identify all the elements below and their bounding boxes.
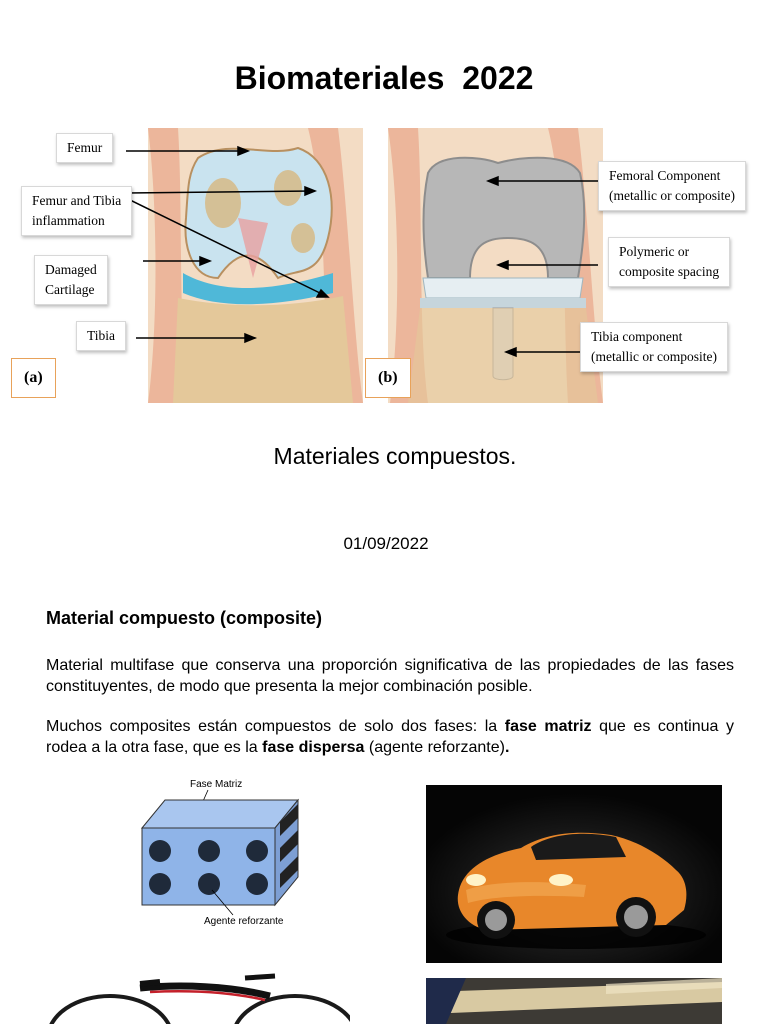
label-tibia-component: Tibia component (metallic or composite) xyxy=(580,322,728,372)
phases-text-1: Muchos composites están compuestos de solo dos fases: la xyxy=(46,718,505,735)
term-matrix-phase: fase matriz xyxy=(504,718,592,735)
label-femur-tibia-inflammation: Femur and Tibia inflammation xyxy=(21,186,132,236)
bicycle-photo xyxy=(40,968,350,1024)
label-tibia: Tibia xyxy=(76,321,126,351)
phases-text-2: que es continua y rodea a la otra fase, que es la xyxy=(46,718,734,756)
document-title: Biomateriales 2022 xyxy=(234,60,534,96)
bicycle-image xyxy=(40,968,350,1024)
label-damaged-cartilage: Damaged Cartilage xyxy=(34,255,108,305)
material-sheets-photo xyxy=(426,978,722,1024)
phases-text-3: (agente reforzante) xyxy=(364,739,505,756)
term-dispersed-phase: fase dispersa xyxy=(262,739,365,756)
composite-diagram xyxy=(130,772,330,932)
reinforcing-agent-label: Agente reforzante xyxy=(204,916,284,927)
knee-replacement-figure xyxy=(8,128,760,413)
label-femur: Femur xyxy=(56,133,113,163)
date: 01/09/2022 xyxy=(343,534,429,553)
material-sheets-image xyxy=(426,978,722,1024)
phases-paragraph xyxy=(46,716,734,758)
section-heading: Material compuesto (composite) xyxy=(46,608,323,628)
matrix-phase-label: Fase Matriz xyxy=(190,779,243,790)
sports-car-photo xyxy=(426,785,722,963)
label-polymeric-spacing: Polymeric or composite spacing xyxy=(608,237,730,287)
definition-paragraph: Material multifase que conserva una proporción significativa de las propiedades de las fases constituyentes, de modo que presenta la mejor combinación posible. xyxy=(46,657,734,695)
phases-period: . xyxy=(504,739,510,756)
subtitle: Materiales compuestos. xyxy=(273,443,517,469)
damaged-knee-illustration xyxy=(148,128,363,403)
label-femoral-component: Femoral Component (metallic or composite) xyxy=(598,161,746,211)
panel-b-tag: (b) xyxy=(365,358,411,398)
panel-a-tag: (a) xyxy=(11,358,56,398)
sports-car-image xyxy=(426,785,722,963)
